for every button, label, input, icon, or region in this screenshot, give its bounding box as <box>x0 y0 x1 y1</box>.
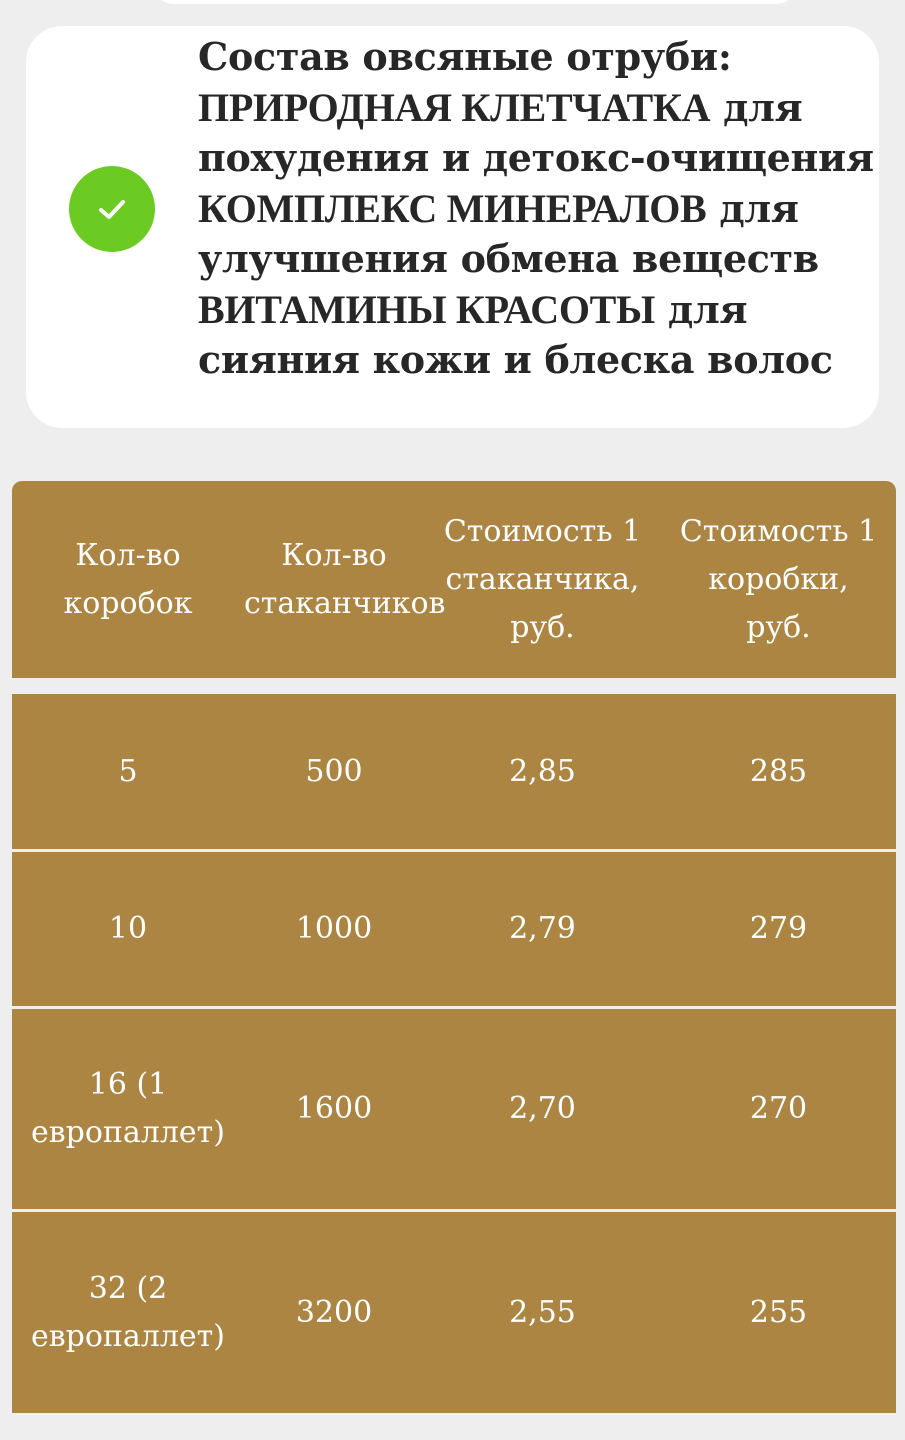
composition-line: КОМПЛЕКС МИНЕРАЛОВ для <box>198 185 799 231</box>
cell-boxes: 16 (1 европаллет) <box>31 1067 225 1150</box>
table-row <box>12 852 896 1006</box>
composition-line: сияния кожи и блеска волос <box>198 337 833 382</box>
header-cell-box-price: Стоимость 1 коробки, руб. <box>679 513 878 645</box>
cell-cups: 1600 <box>295 1091 373 1126</box>
cell-cup-price: 2,85 <box>509 753 576 789</box>
table-row <box>12 694 896 849</box>
cell-cup-price: 2,79 <box>509 911 576 946</box>
composition-text <box>198 32 874 386</box>
header-cell-cup-price: Стоимость 1 стаканчика, руб. <box>443 513 642 645</box>
checkmark-glyph <box>94 191 130 227</box>
cell-cups: 3200 <box>295 1294 373 1330</box>
header-cell-boxes: Кол-во коробок <box>63 537 193 621</box>
cell-boxes: 32 (2 европаллет) <box>31 1270 225 1354</box>
checkmark-icon <box>69 166 155 252</box>
cell-box-price: 285 <box>749 753 808 789</box>
cell-boxes: 5 <box>118 753 138 789</box>
cell-cups: 1000 <box>295 911 373 946</box>
price-table <box>12 481 896 1413</box>
composition-line: похудения и детокс-очищения <box>198 135 874 180</box>
table-header-row <box>12 481 896 678</box>
cell-cup-price: 2,55 <box>509 1294 576 1330</box>
cell-box-price: 255 <box>749 1294 808 1330</box>
cell-box-price: 279 <box>749 911 808 946</box>
composition-line: ПРИРОДНАЯ КЛЕТЧАТКА для <box>198 84 803 130</box>
composition-line: ВИТАМИНЫ КРАСОТЫ для <box>198 286 748 332</box>
previous-card-edge <box>155 0 795 4</box>
composition-line: улучшения обмена веществ <box>198 236 819 281</box>
cell-cups: 500 <box>305 753 363 789</box>
composition-title: Состав овсяные отруби: <box>198 34 732 79</box>
table-row <box>12 1212 896 1413</box>
cell-boxes: 10 <box>108 911 148 946</box>
cell-cup-price: 2,70 <box>509 1091 576 1126</box>
cell-box-price: 270 <box>749 1091 808 1126</box>
table-row <box>12 1009 896 1209</box>
header-cell-cups: Кол-во стаканчиков <box>244 537 446 621</box>
